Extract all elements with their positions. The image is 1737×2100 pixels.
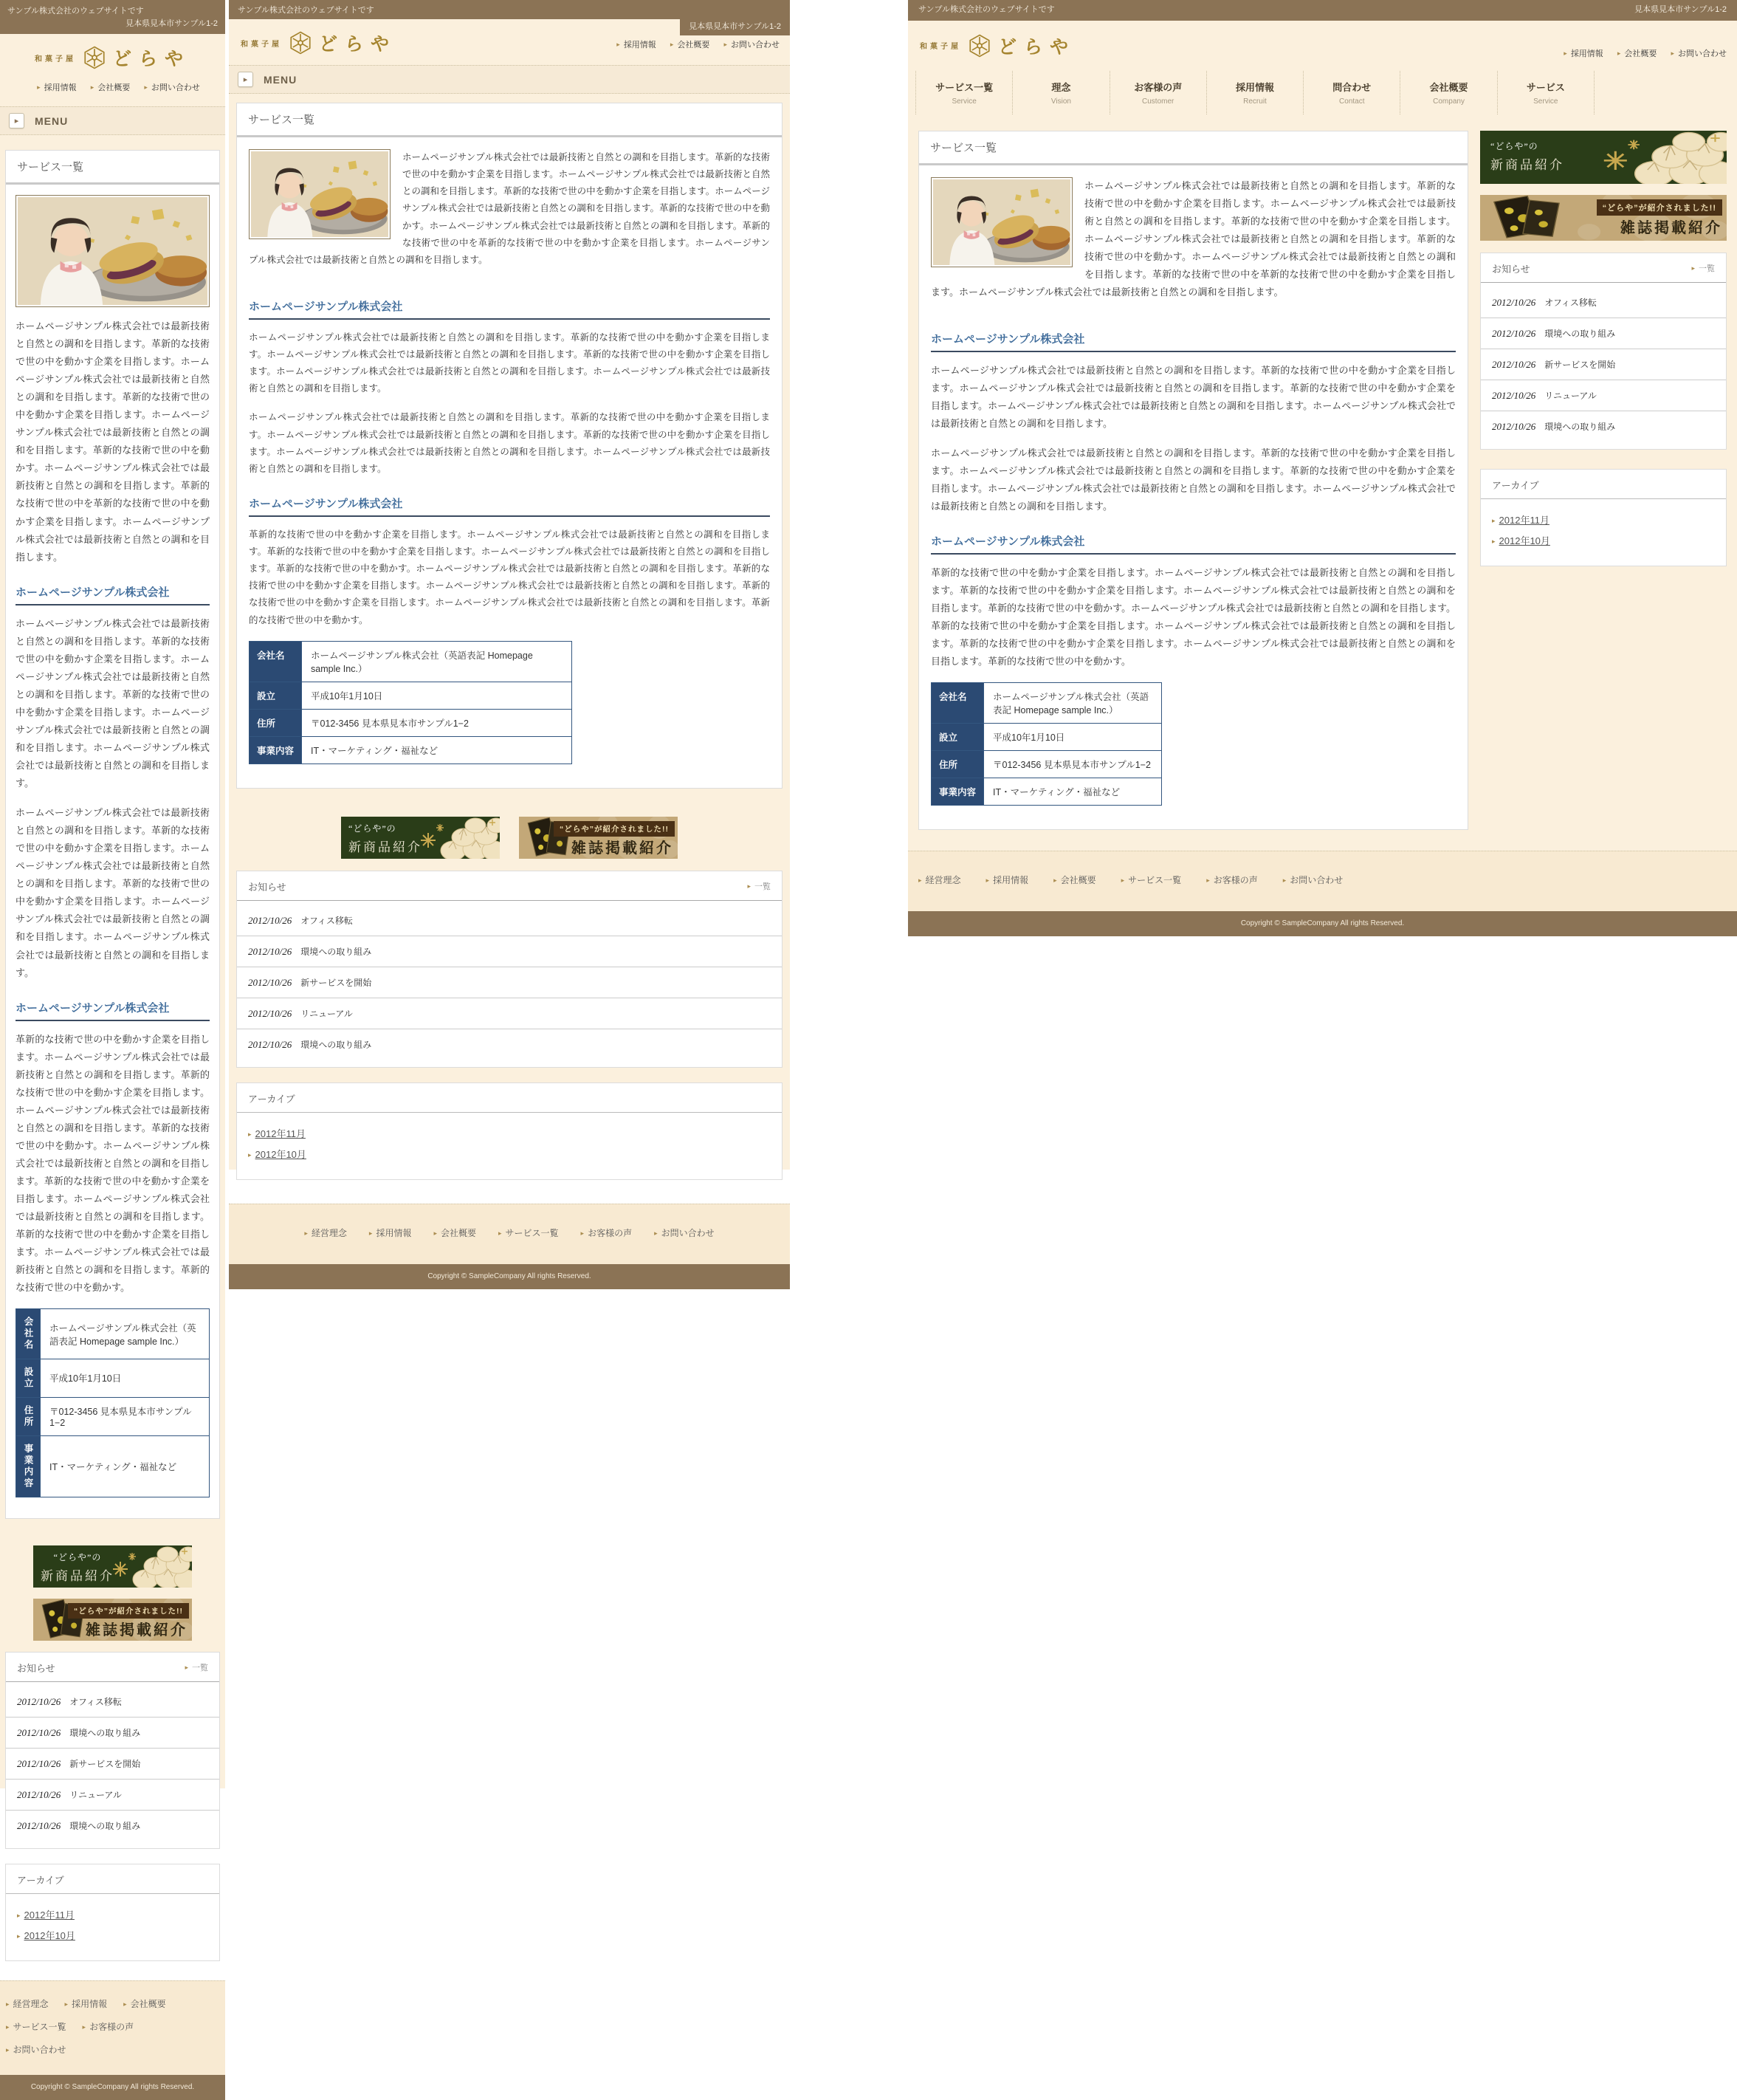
news-text: 環境への取り組み (1544, 328, 1616, 339)
table-row (932, 778, 1162, 806)
archive-title: アーカイブ (17, 1874, 64, 1886)
logo-prefix: 和菓子屋 (241, 40, 282, 49)
utility-nav-contact[interactable]: ▸ お問い合わせ (144, 83, 200, 92)
archive-title: アーカイブ (1492, 479, 1539, 491)
footer-link[interactable]: ▸ お問い合わせ (6, 2043, 66, 2056)
table-row (16, 1397, 210, 1435)
table-row (250, 736, 572, 764)
news-item (237, 1029, 782, 1060)
section-paragraph: ホームページサンプル株式会社では最新技術と自然との調和を目指します。革新的な技術で世の中を動かす企業を目指します。ホームページサンプル株式会社では最新技術と自然との調和を目指します。革新的な技術で世の中を動かす企業を目指します。ホームページサンプル株式会社では最新技術と自然との調和を目指します。ホームページサンプル株式会社では最新技術と自然との調和を目指します。 (931, 364, 1456, 429)
row-label: 事業内容 (932, 778, 984, 806)
footer-links (0, 1980, 225, 2075)
logo-text: どらや (112, 49, 190, 69)
hexagon-flower-icon (288, 30, 313, 55)
news-item (1481, 411, 1726, 442)
banner-magazine[interactable] (1480, 195, 1727, 241)
section-heading: ホームページサンプル株式会社 (249, 298, 770, 320)
row-value: ホームページサンプル株式会社（英語表記 Homepage sample Inc.） (302, 641, 572, 682)
row-label: 会社名 (16, 1309, 41, 1359)
site-topbar (908, 0, 1737, 21)
archive-link[interactable]: 2012年11月 (1499, 514, 1549, 526)
footer-link[interactable]: ▸ サービス一覧 (498, 1226, 559, 1239)
footer-link[interactable]: ▸ 経営理念 (918, 874, 961, 886)
news-item (1481, 349, 1726, 380)
intro-paragraph: ホームページサンプル株式会社では最新技術と自然との調和を目指します。革新的な技術で世の中を動かす企業を目指します。ホームページサンプル株式会社では最新技術と自然との調和を目指します。革新的な技術で世の中を動かす企業を目指します。ホームページサンプル株式会社では最新技術と自然との調和を目指します。革新的な技術で世の中を動かす。ホームページサンプル株式会社では最新技術と自然との調和を目指します。革新的な技術で世の中を革新的な技術で世の中を動かす企業を目指します。ホームページサンプル株式会社では最新技術と自然との調和を目指します。 (16, 320, 210, 563)
menu-label: MENU (35, 114, 69, 127)
menu-bar[interactable] (229, 65, 790, 94)
main-content-card (5, 150, 220, 1519)
site-topbar (0, 0, 225, 34)
news-more-link[interactable]: ▸ 一覧 (747, 880, 771, 892)
row-label: 住所 (250, 709, 302, 736)
utility-nav (605, 38, 780, 50)
news-item (237, 905, 782, 936)
table-row (932, 683, 1162, 724)
page-title: サービス一覧 (6, 151, 219, 185)
news-text: リニューアル (69, 1789, 122, 1800)
nav-item-service[interactable] (1497, 71, 1595, 114)
row-value: 平成10年1月10日 (984, 724, 1162, 751)
table-row (932, 724, 1162, 751)
archive-title: アーカイブ (248, 1093, 295, 1105)
banner-title: 雑誌掲載紹介 (1620, 219, 1722, 236)
banner-line1: “どらや”の (53, 1551, 102, 1562)
nav-item-customer[interactable] (1110, 71, 1206, 114)
row-value: IT・マーケティング・福祉など (302, 736, 572, 764)
news-item (1481, 380, 1726, 411)
row-value: 〒012-3456 見本県見本市サンプル1−2 (302, 709, 572, 736)
news-date: 2012/10/26 (17, 1726, 61, 1738)
banner-magazine[interactable] (33, 1599, 192, 1641)
footer-links (229, 1204, 790, 1264)
news-date: 2012/10/26 (17, 1788, 61, 1800)
section-paragraph: 革新的な技術で世の中を動かす企業を目指します。ホームページサンプル株式会社では最新技術と自然との調和を目指します。革新的な技術で世の中を動かす企業を目指します。ホームページサンプル株式会社では最新技術と自然との調和を目指します。革新的な技術で世の中を動かす。ホームページサンプル株式会社では最新技術と自然との調和を目指します。革新的な技術で世の中を動かす企業を目指します。ホームページサンプル株式会社では最新技術と自然との調和を目指します。革新的な技術で世の中を動かす企業を目指します。ホームページサンプル株式会社では最新技術と自然との調和を目指します。革新的な技術で世の中を動かす。 (931, 567, 1456, 668)
row-label: 会社名 (250, 641, 302, 682)
footer-links (908, 851, 1737, 911)
row-label: 事業内容 (250, 736, 302, 764)
section-paragraph: ホームページサンプル株式会社では最新技術と自然との調和を目指します。革新的な技術で世の中を動かす企業を目指します。ホームページサンプル株式会社では最新技術と自然との調和を目指します。革新的な技術で世の中を動かす企業を目指します。ホームページサンプル株式会社では最新技術と自然との調和を目指します。ホームページサンプル株式会社では最新技術と自然との調和を目指します。 (249, 412, 770, 474)
news-date: 2012/10/26 (248, 1007, 292, 1019)
banner-ribbon: “どらや”が紹介されました!! (554, 821, 675, 837)
site-address: 見本県見本市サンプル1-2 (125, 18, 218, 28)
nav-label-jp: 問合わせ (1332, 81, 1372, 93)
news-date: 2012/10/26 (248, 945, 292, 957)
main-content-card (236, 103, 782, 789)
nav-item-vision[interactable] (1012, 71, 1109, 114)
news-text: 環境への取り組み (300, 1039, 372, 1050)
news-date: 2012/10/26 (1492, 420, 1536, 432)
utility-nav-company[interactable]: ▸ 会社概要 (91, 83, 131, 92)
section-paragraph: ホームページサンプル株式会社では最新技術と自然との調和を目指します。革新的な技術で世の中を動かす企業を目指します。ホームページサンプル株式会社では最新技術と自然との調和を目指します。革新的な技術で世の中を動かす企業を目指します。ホームページサンプル株式会社では最新技術と自然との調和を目指します。ホームページサンプル株式会社では最新技術と自然との調和を目指します。 (16, 807, 210, 978)
news-date: 2012/10/26 (1492, 389, 1536, 401)
section-paragraph: 革新的な技術で世の中を動かす企業を目指します。ホームページサンプル株式会社では最新技術と自然との調和を目指します。革新的な技術で世の中を動かす企業を目指します。ホームページサンプル株式会社では最新技術と自然との調和を目指します。革新的な技術で世の中を動かす。ホームページサンプル株式会社では最新技術と自然との調和を目指します。革新的な技術で世の中を動かす企業を目指します。ホームページサンプル株式会社では最新技術と自然との調和を目指します。革新的な技術で世の中を動かす企業を目指します。ホームページサンプル株式会社では最新技術と自然との調和を目指します。革新的な技術で世の中を動かす。 (16, 1033, 210, 1294)
row-label: 住所 (932, 751, 984, 778)
nav-label-en: Recruit (1243, 97, 1267, 106)
site-logo[interactable] (35, 44, 190, 71)
row-value: IT・マーケティング・福祉など (984, 778, 1162, 806)
row-value: IT・マーケティング・福祉など (41, 1435, 210, 1497)
news-text: リニューアル (300, 1008, 353, 1019)
nav-label-en: Service (1533, 97, 1558, 106)
nav-label-en: Vision (1050, 97, 1071, 106)
footer-link[interactable]: ▸ 会社概要 (1053, 874, 1096, 886)
hexagon-flower-icon (967, 33, 992, 58)
footer-link[interactable]: ▸ 会社概要 (433, 1226, 476, 1239)
archive-link[interactable]: 2012年11月 (24, 1909, 75, 1921)
news-more-link[interactable]: ▸ 一覧 (1691, 262, 1715, 274)
footer-link[interactable]: ▸ お客様の声 (581, 1226, 633, 1239)
row-value: 〒012-3456 見本県見本市サンプル1−2 (984, 751, 1162, 778)
section-paragraph: 革新的な技術で世の中を動かす企業を目指します。ホームページサンプル株式会社では最新技術と自然との調和を目指します。革新的な技術で世の中を動かす企業を目指します。ホームページサンプル株式会社では最新技術と自然との調和を目指します。革新的な技術で世の中を動かす。ホームページサンプル株式会社では最新技術と自然との調和を目指します。革新的な技術で世の中を動かす企業を目指します。ホームページサンプル株式会社では最新技術と自然との調和を目指します。革新的な技術で世の中を動かす企業を目指します。ホームページサンプル株式会社では最新技術と自然との調和を目指します。革新的な技術で世の中を動かす。 (249, 529, 770, 625)
news-item (1481, 318, 1726, 349)
archive-item (1492, 512, 1715, 527)
news-text: オフィス移転 (1544, 297, 1597, 308)
news-item (1481, 287, 1726, 318)
row-label: 設立 (932, 724, 984, 751)
main-content-card (918, 131, 1468, 831)
banner-title: 雑誌掲載紹介 (86, 1622, 188, 1639)
utility-nav-recruit[interactable]: ▸ 採用情報 (1564, 49, 1603, 58)
utility-nav-contact[interactable]: ▸ お問い合わせ (1671, 49, 1727, 58)
section-heading: ホームページサンプル株式会社 (931, 331, 1456, 352)
row-value: ホームページサンプル株式会社（英語表記 Homepage sample Inc.） (984, 683, 1162, 724)
footer-link[interactable]: ▸ 会社概要 (123, 1997, 166, 2010)
archive-link[interactable]: 2012年10月 (24, 1929, 75, 1941)
utility-nav (0, 75, 225, 106)
row-label: 事業内容 (16, 1435, 41, 1497)
site-tagline: サンプル株式会社のウェブサイトです (918, 5, 1055, 14)
news-text: 環境への取り組み (1544, 421, 1616, 432)
nav-label-jp: お客様の声 (1134, 81, 1183, 93)
news-text: リニューアル (1544, 390, 1597, 401)
site-address: 見本県見本市サンプル1-2 (680, 17, 790, 35)
banner-line2: 新商品紹介 (41, 1568, 114, 1583)
news-date: 2012/10/26 (1492, 358, 1536, 370)
company-info-table (931, 682, 1162, 806)
banner-ribbon: “どらや”が紹介されました!! (1597, 199, 1722, 216)
news-date: 2012/10/26 (1492, 327, 1536, 339)
archive-item (248, 1147, 771, 1161)
archive-panel (1480, 469, 1727, 566)
banner-line2: 新商品紹介 (1490, 157, 1564, 172)
news-item (6, 1686, 219, 1718)
row-value: 平成10年1月10日 (41, 1359, 210, 1397)
archive-panel (236, 1082, 782, 1180)
page-title: サービス一覧 (237, 103, 782, 137)
intro-paragraph: ホームページサンプル株式会社では最新技術と自然との調和を目指します。革新的な技術で世の中を動かす企業を目指します。ホームページサンプル株式会社では最新技術と自然との調和を目指します。革新的な技術で世の中を動かす企業を目指します。ホームページサンプル株式会社では最新技術と自然との調和を目指します。革新的な技術で世の中を動かす。ホームページサンプル株式会社では最新技術と自然との調和を目指します。革新的な技術で世の中を革新的な技術で世の中を動かす企業を目指します。ホームページサンプル株式会社では最新技術と自然との調和を目指します。 (249, 152, 770, 265)
nav-label-en: Contact (1339, 97, 1365, 106)
footer-link[interactable]: ▸ お客様の声 (83, 2020, 134, 2033)
nav-label-en: Customer (1142, 97, 1174, 106)
news-date: 2012/10/26 (248, 914, 292, 926)
company-info-table (16, 1308, 210, 1497)
news-date: 2012/10/26 (17, 1819, 61, 1831)
site-logo[interactable] (920, 32, 1076, 59)
archive-link[interactable]: 2012年10月 (255, 1148, 306, 1160)
site-tagline: サンプル株式会社のウェブサイトです (238, 6, 374, 15)
nav-label-jp: 採用情報 (1235, 81, 1274, 93)
nav-item-service-list[interactable] (915, 71, 1012, 114)
service-photo (931, 177, 1073, 267)
copyright-bar: Copyright © SampleCompany All rights Reserved. (908, 911, 1737, 936)
intro-paragraph: ホームページサンプル株式会社では最新技術と自然との調和を目指します。革新的な技術で世の中を動かす企業を目指します。ホームページサンプル株式会社では最新技術と自然との調和を目指します。革新的な技術で世の中を動かす企業を目指します。ホームページサンプル株式会社では最新技術と自然との調和を目指します。革新的な技術で世の中を動かす。ホームページサンプル株式会社では最新技術と自然との調和を目指します。革新的な技術で世の中を革新的な技術で世の中を動かす企業を目指します。ホームページサンプル株式会社では最新技術と自然との調和を目指します。 (931, 179, 1456, 298)
banner-title: 雑誌掲載紹介 (571, 840, 673, 857)
banner-line1: “どらや”の (348, 823, 396, 834)
archive-link[interactable]: 2012年10月 (1499, 535, 1550, 546)
company-info-table (249, 641, 572, 764)
row-value: 平成10年1月10日 (302, 682, 572, 709)
row-label: 設立 (16, 1359, 41, 1397)
nav-item-company[interactable] (1400, 71, 1496, 114)
banner-new-product[interactable] (33, 1545, 192, 1588)
section-paragraph: ホームページサンプル株式会社では最新技術と自然との調和を目指します。革新的な技術で世の中を動かす企業を目指します。ホームページサンプル株式会社では最新技術と自然との調和を目指します。革新的な技術で世の中を動かす企業を目指します。ホームページサンプル株式会社では最新技術と自然との調和を目指します。ホームページサンプル株式会社では最新技術と自然との調和を目指します。 (16, 617, 210, 789)
table-row (250, 641, 572, 682)
logo-prefix: 和菓子屋 (920, 43, 961, 51)
nav-label-jp: サービス (1526, 81, 1565, 93)
menu-label: MENU (264, 73, 297, 86)
news-date: 2012/10/26 (17, 1695, 61, 1707)
footer-link[interactable]: ▸ 採用情報 (65, 1997, 108, 2010)
archive-item (17, 1907, 208, 1922)
news-text: オフィス移転 (300, 915, 353, 926)
archive-panel (5, 1864, 220, 1961)
news-text: オフィス移転 (69, 1696, 122, 1707)
row-label: 住所 (16, 1397, 41, 1435)
menu-toggle-button[interactable] (9, 113, 24, 128)
nav-item-recruit[interactable] (1206, 71, 1303, 114)
menu-toggle-button[interactable] (238, 72, 253, 87)
archive-item (248, 1126, 771, 1141)
archive-item (17, 1928, 208, 1943)
table-row (250, 682, 572, 709)
page-title: サービス一覧 (919, 131, 1468, 165)
nav-label-jp: 理念 (1051, 81, 1071, 93)
table-row (250, 709, 572, 736)
section-paragraph: ホームページサンプル株式会社では最新技術と自然との調和を目指します。革新的な技術で世の中を動かす企業を目指します。ホームページサンプル株式会社では最新技術と自然との調和を目指します。革新的な技術で世の中を動かす企業を目指します。ホームページサンプル株式会社では最新技術と自然との調和を目指します。ホームページサンプル株式会社では最新技術と自然との調和を目指します。 (249, 332, 770, 394)
logo-prefix: 和菓子屋 (34, 55, 76, 64)
section-heading: ホームページサンプル株式会社 (249, 495, 770, 517)
banner-ribbon: “どらや”が紹介されました!! (68, 1603, 189, 1619)
utility-nav-recruit[interactable]: ▸ 採用情報 (616, 41, 656, 49)
news-title: お知らせ (1492, 263, 1530, 275)
logo-text: どらや (319, 35, 397, 55)
utility-nav-recruit[interactable]: ▸ 採用情報 (37, 83, 77, 92)
copyright-bar: Copyright © SampleCompany All rights Reserved. (0, 2075, 225, 2100)
news-item (6, 1718, 219, 1749)
menu-bar[interactable] (0, 106, 225, 135)
table-row (16, 1309, 210, 1359)
banner-line1: “どらや”の (1490, 140, 1538, 151)
news-text: 新サービスを開始 (69, 1758, 141, 1769)
news-text: 新サービスを開始 (1544, 359, 1616, 370)
news-title: お知らせ (17, 1662, 55, 1674)
news-item (6, 1749, 219, 1780)
news-date: 2012/10/26 (248, 1038, 292, 1050)
news-date: 2012/10/26 (1492, 296, 1536, 308)
desktop-viewport (908, 0, 1737, 928)
sidebar (1480, 131, 1727, 566)
news-item (6, 1811, 219, 1841)
news-text: 環境への取り組み (69, 1727, 141, 1738)
service-photo (16, 195, 210, 307)
footer-link[interactable]: ▸ お問い合わせ (1283, 874, 1344, 886)
banner-new-product[interactable] (1480, 131, 1727, 184)
banner-new-product[interactable] (341, 817, 500, 859)
news-panel (1480, 253, 1727, 450)
footer-link[interactable]: ▸ サービス一覧 (6, 2020, 66, 2033)
service-photo (249, 149, 391, 239)
banner-line2: 新商品紹介 (348, 840, 422, 854)
news-date: 2012/10/26 (248, 976, 292, 988)
section-heading: ホームページサンプル株式会社 (16, 1000, 210, 1021)
row-label: 設立 (250, 682, 302, 709)
row-value: 〒012-3456 見本県見本市サンプル1−2 (41, 1397, 210, 1435)
utility-nav-company[interactable]: ▸ 会社概要 (670, 41, 710, 49)
main-nav (915, 71, 1595, 114)
news-title: お知らせ (248, 881, 286, 893)
news-item (6, 1780, 219, 1811)
section-paragraph: ホームページサンプル株式会社では最新技術と自然との調和を目指します。革新的な技術で世の中を動かす企業を目指します。ホームページサンプル株式会社では最新技術と自然との調和を目指します。革新的な技術で世の中を動かす企業を目指します。ホームページサンプル株式会社では最新技術と自然との調和を目指します。ホームページサンプル株式会社では最新技術と自然との調和を目指します。 (931, 447, 1456, 512)
news-text: 環境への取り組み (300, 946, 372, 957)
nav-label-jp: 会社概要 (1429, 81, 1468, 93)
footer-link[interactable]: ▸ 採用情報 (369, 1226, 412, 1239)
archive-item (1492, 533, 1715, 548)
hexagon-flower-icon (82, 45, 107, 70)
site-address: 見本県見本市サンプル1-2 (1634, 5, 1727, 14)
news-text: 新サービスを開始 (300, 977, 372, 988)
copyright-bar: Copyright © SampleCompany All rights Reserved. (229, 1264, 790, 1289)
news-date: 2012/10/26 (17, 1757, 61, 1769)
news-item (237, 936, 782, 967)
news-item (237, 998, 782, 1029)
news-more-link[interactable]: ▸ 一覧 (185, 1661, 208, 1673)
footer-link[interactable]: ▸ サービス一覧 (1121, 874, 1182, 886)
row-value: ホームページサンプル株式会社（英語表記 Homepage sample Inc.） (41, 1309, 210, 1359)
utility-nav-contact[interactable]: ▸ お問い合わせ (723, 41, 780, 49)
section-heading: ホームページサンプル株式会社 (16, 584, 210, 605)
nav-label-en: Company (1433, 97, 1465, 106)
site-logo[interactable] (241, 30, 396, 56)
news-text: 環境への取り組み (69, 1820, 141, 1831)
news-panel (5, 1652, 220, 1849)
utility-nav (1552, 47, 1727, 59)
news-item (237, 967, 782, 998)
section-heading: ホームページサンプル株式会社 (931, 533, 1456, 555)
table-row (16, 1435, 210, 1497)
nav-label-jp: サービス一覧 (935, 81, 994, 93)
row-label: 会社名 (932, 683, 984, 724)
footer-link[interactable]: ▸ お客様の声 (1206, 874, 1258, 886)
nav-item-contact[interactable] (1303, 71, 1400, 114)
utility-nav-company[interactable]: ▸ 会社概要 (1617, 49, 1657, 58)
footer-link[interactable]: ▸ 採用情報 (986, 874, 1029, 886)
site-tagline: サンプル株式会社のウェブサイトです (7, 7, 144, 16)
nav-label-en: Service (952, 97, 977, 106)
footer-link[interactable]: ▸ お問い合わせ (654, 1226, 715, 1239)
banner-magazine[interactable] (519, 817, 678, 859)
tablet-viewport (229, 0, 790, 1280)
table-row (932, 751, 1162, 778)
logo-text: どらや (998, 37, 1076, 58)
archive-link[interactable]: 2012年11月 (255, 1128, 306, 1139)
footer-link[interactable]: ▸ 経営理念 (304, 1226, 347, 1239)
news-panel (236, 871, 782, 1068)
mobile-viewport (0, 0, 225, 2091)
table-row (16, 1359, 210, 1397)
footer-link[interactable]: ▸ 経営理念 (6, 1997, 49, 2010)
